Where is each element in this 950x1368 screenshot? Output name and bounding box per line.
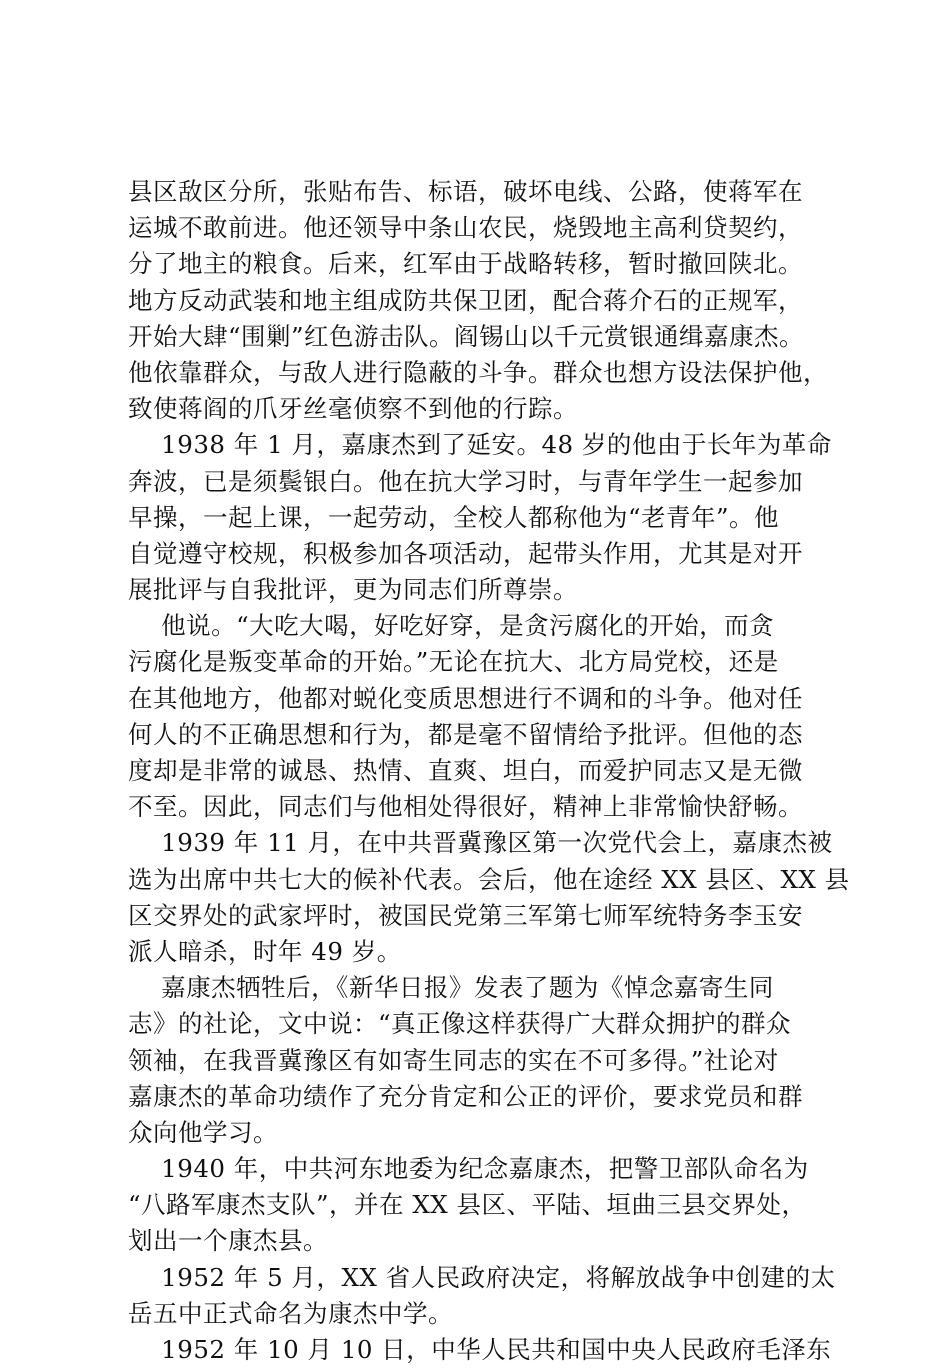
text-line: 1952 年 5 月，XX 省人民政府决定，将解放战争中创建的太 [128, 1262, 836, 1292]
text-line: 分了地主的粮食。后来，红军由于战略转移，暂时撤回陕北。 [128, 249, 803, 279]
text-line: 奔波，已是须鬓银白。他在抗大学习时，与青年学生一起参加 [128, 466, 803, 496]
text-line: 众向他学习。 [128, 1117, 278, 1147]
text-line: 早操，一起上课，一起劳动，全校人都称他为“老青年”。他 [128, 502, 780, 532]
text-line: 他说。“大吃大喝，好吃好穿，是贪污腐化的开始，而贪 [128, 611, 775, 641]
text-line: 展批评与自我批评，更为同志们所尊崇。 [128, 575, 578, 605]
text-line: 开始大肆“围剿”红色游击队。阎锡山以千元赏银通缉嘉康杰。 [128, 321, 805, 351]
text-line: 派人暗杀，时年 49 岁。 [128, 936, 402, 966]
body-text [128, 174, 848, 1368]
text-line: 运城不敢前进。他还领导中条山农民，烧毁地主高利贷契约， [128, 213, 803, 243]
text-line: 县区敌区分所，张贴布告、标语，破坏电线、公路，使蒋军在 [128, 177, 803, 206]
text-line: 岳五中正式命名为康杰中学。 [128, 1298, 453, 1328]
text-line: 污腐化是叛变革命的开始。”无论在抗大、北方局党校，还是 [128, 647, 779, 677]
text-line: 领袖，在我晋冀豫区有如寄生同志的实在不可多得。”社论对 [128, 1045, 779, 1075]
text-line: 在其他地方，他都对蜕化变质思想进行不调和的斗争。他对任 [128, 683, 803, 713]
text-line: 区交界处的武家坪时，被国民党第三军第七师军统特务李玉安 [128, 900, 803, 930]
text-line: 1938 年 1 月，嘉康杰到了延安。48 岁的他由于长年为革命 [128, 430, 832, 460]
text-line: 自觉遵守校规，积极参加各项活动，起带头作用，尤其是对开 [128, 538, 803, 568]
text-line: 选为出席中共七大的候补代表。会后，他在途经 XX 县区、XX 县 [128, 864, 850, 894]
text-line: 嘉康杰的革命功绩作了充分肯定和公正的评价，要求党员和群 [128, 1081, 803, 1111]
text-line: 1952 年 10 月 10 日，中华人民共和国中央人民政府毛泽东 [128, 1335, 832, 1364]
text-line: 划出一个康杰县。 [128, 1226, 328, 1256]
text-line: 他依靠群众，与敌人进行隐蔽的斗争。群众也想方设法保护他， [128, 357, 828, 387]
text-line: 志》的社论，文中说：“真正像这样获得广大群众拥护的群众 [128, 1009, 792, 1039]
text-line: 何人的不正确思想和行为，都是毫不留情给予批评。但他的态 [128, 719, 803, 749]
text-line: 不至。因此，同志们与他相处得很好，精神上非常愉快舒畅。 [128, 792, 803, 822]
text-line: “八路军康杰支队”，并在 XX 县区、平陆、垣曲三县交界处， [128, 1190, 807, 1220]
text-line: 嘉康杰牺牲后，《新华日报》发表了题为《悼念嘉寄生同 [128, 973, 774, 1003]
text-line: 致使蒋阎的爪牙丝毫侦察不到他的行踪。 [128, 394, 578, 424]
text-line: 地方反动武装和地主组成防共保卫团，配合蒋介石的正规军， [128, 285, 803, 315]
text-line: 1939 年 11 月，在中共晋冀豫区第一次党代会上，嘉康杰被 [128, 828, 833, 858]
text-line: 度却是非常的诚恳、热情、直爽、坦白，而爱护同志又是无微 [128, 756, 803, 785]
text-line: 1940 年，中共河东地委为纪念嘉康杰，把警卫部队命名为 [128, 1154, 809, 1184]
